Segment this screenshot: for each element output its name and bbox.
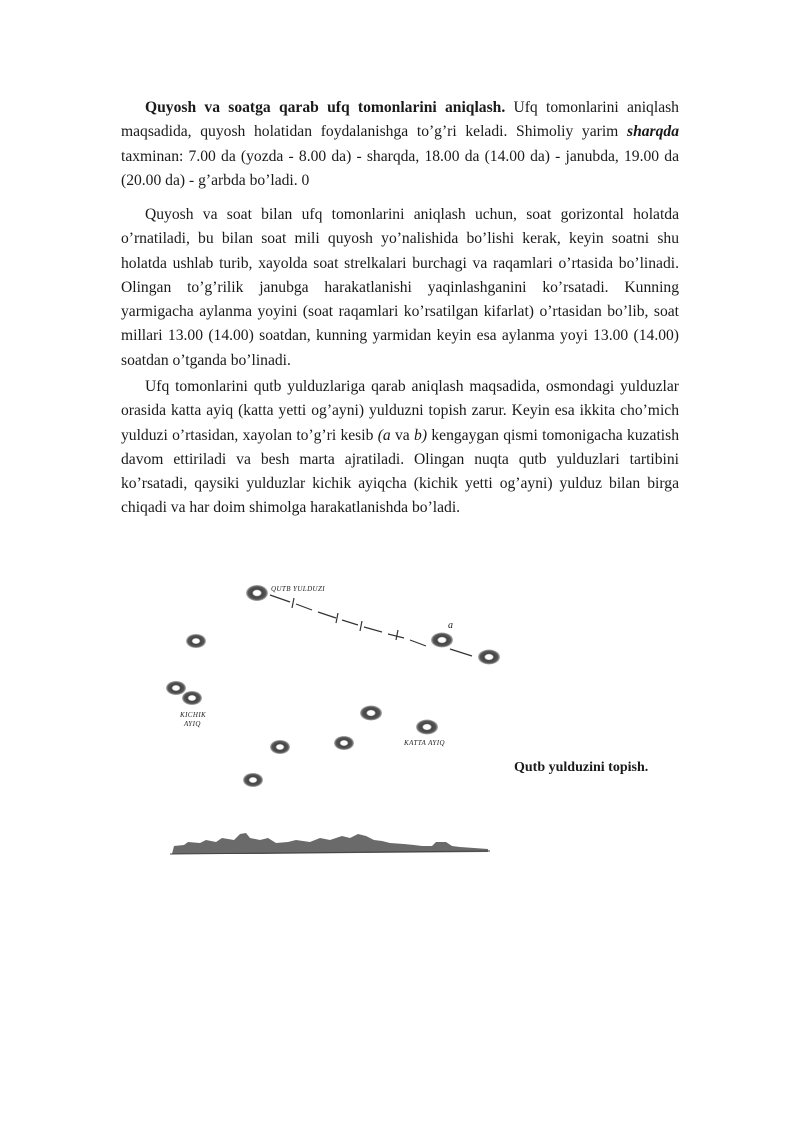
horizon-silhouette (170, 833, 490, 854)
little-dipper-star (166, 681, 186, 695)
italic-text: (a (377, 426, 391, 444)
pointer-star-b (478, 650, 500, 665)
big-dipper-star (360, 706, 382, 721)
italic-text: b) (414, 426, 428, 444)
star-finding-figure (160, 570, 500, 860)
paragraph-heading: Quyosh va soatga qarab ufq tomonlarini aniqlash. (145, 99, 506, 116)
paragraph-text: taxminan: 7.00 da (yozda - 8.00 da) - sharqda, 18.00 da (14.00 da) - janubda, 19.00 da (20.00 da) - g’arbda bo’ladi. 0 (121, 147, 679, 189)
big-dipper-star (243, 773, 263, 787)
big-dipper-star (270, 740, 290, 754)
pointer-label-a: a (448, 620, 453, 631)
paragraph-text: kengaygan qismi tomonigacha kuzatish davom ettiriladi va besh marta ajratiladi. Olingan nuqta qutb yulduzlari tartibini ko’rsatadi, qaysiki yulduzlar kichik ayiqcha (kichik yetti og’ayni) yulduz bilan birga chiqadi va har doim shimolga harakatlanishda bo’ladi. (121, 426, 680, 517)
stars (166, 585, 500, 787)
polaris-star (246, 585, 268, 601)
polaris-label: QUTB YULDUZI (271, 585, 326, 593)
big-dipper-star (334, 736, 354, 750)
paragraph-text: Quyosh va soat bilan ufq tomonlarini aniqlash uchun, soat gorizontal holatda o’rnatiladi, bu bilan soat mili quyosh yo’nalishida bo’lishi kerak, keyin soatni shu holatda ushlab turib, xayolda soat strelkalari burchagi va raqamlari o’rtasida bo’linadi. Olingan to’g’rilik janubga harakatlanishi yaqinlashganini ko’rsatadi. Kunning yarmigacha aylanma yoyini (soat raqamlari ko’rsatilgan kifarlat) o’rtasidan bo’lib, soat millari 13.00 (14.00) soatdan, kunning yarmidan keyin esa aylanma yoyi 13.00 (14.00) soatdan o’tganda bo’linadi. (121, 206, 679, 369)
emphasis-text: sharqda (627, 123, 679, 141)
little-dipper-star (182, 691, 202, 705)
paragraph-text: va (390, 426, 415, 444)
paragraph-clock-method (121, 203, 679, 373)
big-dipper-star (416, 720, 438, 735)
figure-caption: Qutb yulduzini topish. (514, 760, 649, 775)
pointer-star-a (431, 633, 453, 648)
paragraph-text: Ufq tomonlarini qutb yulduzlariga qarab aniqlash maqsadida, osmondagi yulduzlar orasida katta ayiq (katta yetti og’ayni) yulduzni topish zarur. Keyin esa ikkita cho’mich yulduzi o’rtasidan, xayolan to’g’ri kesib (121, 378, 679, 444)
paragraph-sun-and-clock (121, 96, 679, 193)
little-dipper-label: KICHIK (180, 711, 207, 719)
paragraph-text: Ufq tomonlarini aniqlash maqsadida, quyosh holatidan foydalanishga to’g’ri keladi. Shimoliy yarim (121, 99, 679, 141)
little-dipper-label-2: AYIQ (184, 720, 201, 728)
little-dipper-star (186, 634, 206, 648)
big-dipper-label: KATTA AYIQ (404, 739, 445, 747)
paragraph-polar-star (121, 375, 679, 521)
